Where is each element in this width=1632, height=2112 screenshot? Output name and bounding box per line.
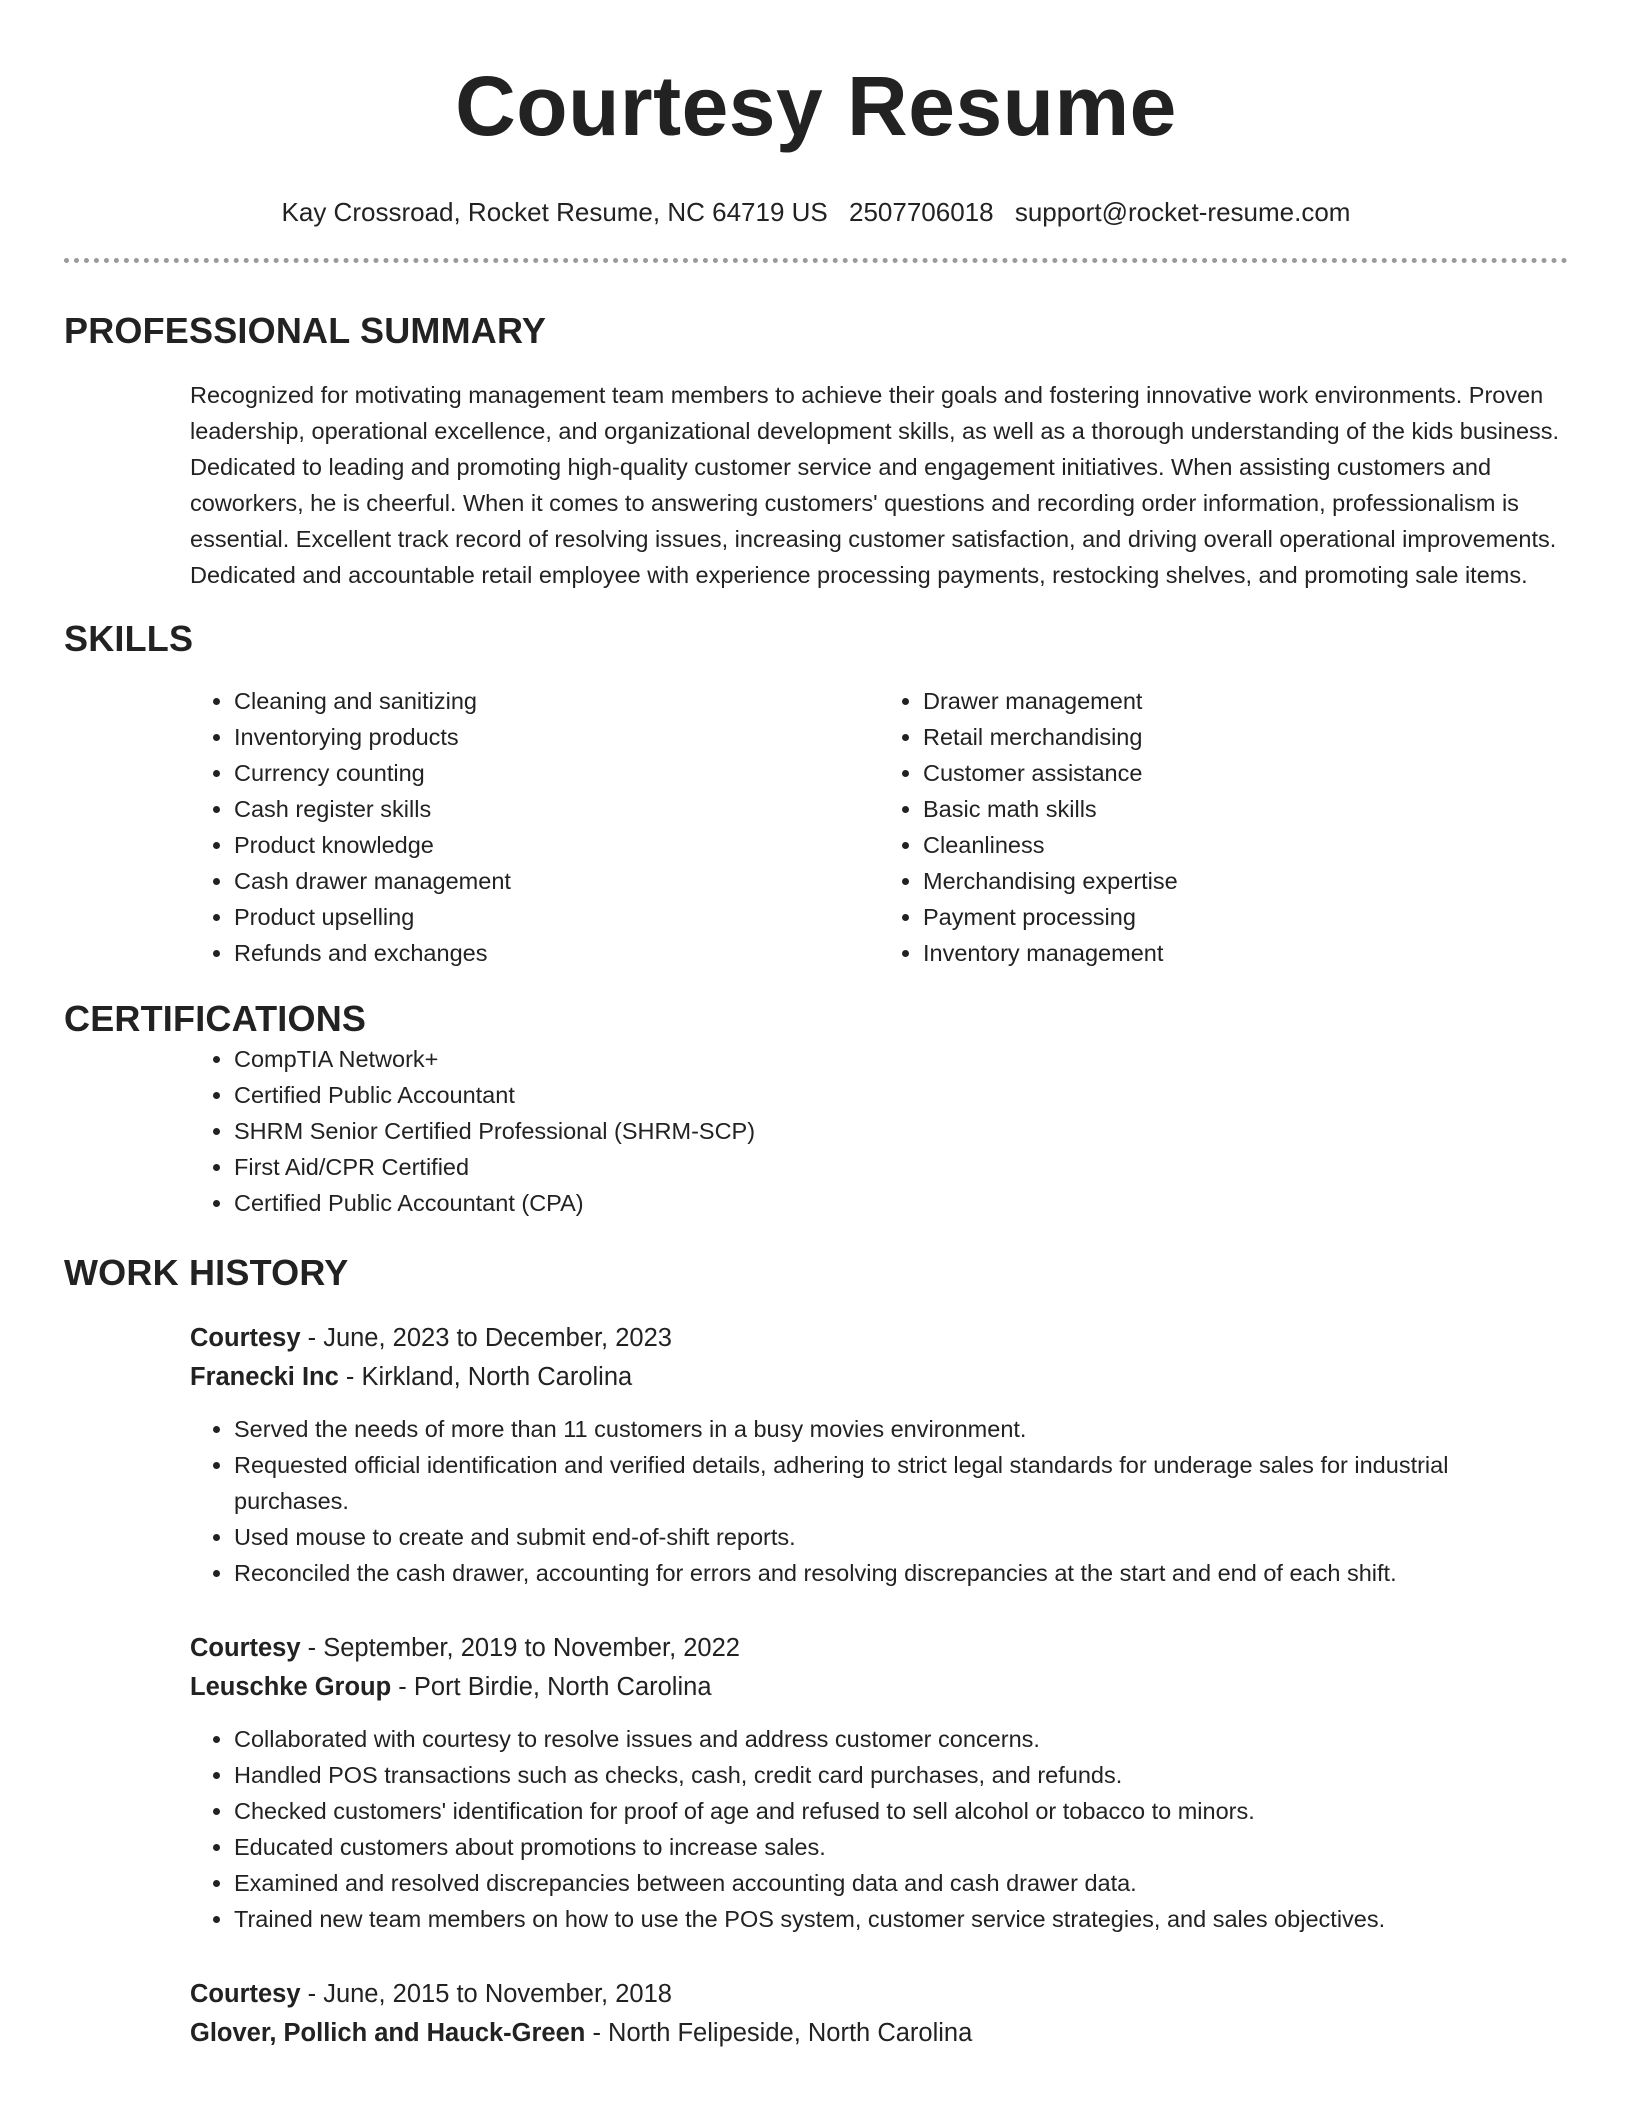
header-divider (64, 258, 1568, 263)
job-title-line (190, 1319, 1568, 1358)
job-company-line (190, 2014, 1568, 2053)
job-entry (190, 1629, 1568, 1937)
contact-email: support@rocket-resume.com (1014, 197, 1351, 227)
section-title-work-history: WORK HISTORY (64, 1252, 349, 1293)
job-dates: - September, 2019 to November, 2022 (300, 1634, 740, 1662)
job-location: - North Felipeside, North Carolina (585, 2019, 973, 2047)
skill-item: • Currency counting (234, 755, 879, 791)
work-history-list (64, 1319, 1568, 2053)
job-bullet: • Reconciled the cash drawer, accounting for errors and resolving discrepancies at the start and end of each shift. (234, 1555, 1568, 1591)
certification-item: • Certified Public Accountant (234, 1077, 1568, 1113)
contact-address: Kay Crossroad, Rocket Resume, NC 64719 US (281, 197, 828, 227)
contact-phone: 2507706018 (849, 197, 994, 227)
skill-item: • Drawer management (923, 683, 1568, 719)
skill-item: • Merchandising expertise (923, 863, 1568, 899)
job-bullets (190, 1411, 1568, 1591)
job-dates: - June, 2023 to December, 2023 (300, 1324, 672, 1352)
certification-item: • CompTIA Network+ (234, 1041, 1568, 1077)
skill-item: • Basic math skills (923, 791, 1568, 827)
job-company: Leuschke Group (190, 1673, 392, 1701)
job-bullet: • Collaborated with courtesy to resolve issues and address customer concerns. (234, 1721, 1568, 1757)
job-bullet: • Served the needs of more than 11 customers in a busy movies environment. (234, 1411, 1568, 1447)
job-bullets (190, 1721, 1568, 1937)
skill-item: • Inventorying products (234, 719, 879, 755)
certifications-list (190, 1041, 1568, 1221)
skill-item: • Payment processing (923, 899, 1568, 935)
job-entry (190, 1975, 1568, 2053)
skill-item: • Refunds and exchanges (234, 935, 879, 971)
resume-name: Courtesy Resume (455, 59, 1177, 153)
job-company-line (190, 1358, 1568, 1397)
job-title-line (190, 1975, 1568, 2014)
contact-line (64, 196, 1568, 228)
job-bullet: • Educated customers about promotions to increase sales. (234, 1829, 1568, 1865)
skills-list-right (879, 683, 1568, 971)
skill-item: • Inventory management (923, 935, 1568, 971)
job-dates: - June, 2015 to November, 2018 (300, 1980, 672, 2008)
job-bullet: • Examined and resolved discrepancies between accounting data and cash drawer data. (234, 1865, 1568, 1901)
section-title-certifications: CERTIFICATIONS (64, 998, 367, 1039)
skill-item: • Customer assistance (923, 755, 1568, 791)
job-bullet: • Checked customers' identification for proof of age and refused to sell alcohol or tobacco to minors. (234, 1793, 1568, 1829)
certification-item: • First Aid/CPR Certified (234, 1149, 1568, 1185)
skill-item: • Product knowledge (234, 827, 879, 863)
job-location: - Port Birdie, North Carolina (391, 1673, 712, 1701)
skill-item: • Cash drawer management (234, 863, 879, 899)
job-location: - Kirkland, North Carolina (338, 1363, 633, 1391)
job-entry (190, 1319, 1568, 1591)
job-company: Franecki Inc (190, 1363, 339, 1391)
skill-item: • Cleaning and sanitizing (234, 683, 879, 719)
skills-list-left (190, 683, 879, 971)
job-bullet: • Used mouse to create and submit end-of-shift reports. (234, 1519, 1568, 1555)
job-role: Courtesy (190, 1324, 301, 1352)
job-bullet: • Trained new team members on how to use the POS system, customer service strategies, and sales objectives. (234, 1901, 1568, 1937)
skills-grid (190, 683, 1568, 971)
job-company-line (190, 1668, 1568, 1707)
summary-text: Recognized for motivating management team members to achieve their goals and fostering innovative work environments. Proven leadership, operational excellence, and organizational development skills, as well as a thorough understanding of the kids business. Dedicated to leading and promoting high-quality customer service and engagement initiatives. When assisting customers and coworkers, he is cheerful. When it comes to answering customers' questions and recording order information, professionalism is essential. Excellent track record of resolving issues, increasing customer satisfaction, and driving overall operational improvements. Dedicated and accountable retail employee with experience processing payments, restocking shelves, and promoting sale items. (190, 382, 1560, 588)
job-role: Courtesy (190, 1980, 301, 2008)
job-bullet: • Handled POS transactions such as checks, cash, credit card purchases, and refunds. (234, 1757, 1568, 1793)
skill-item: • Product upselling (234, 899, 879, 935)
certification-item: • Certified Public Accountant (CPA) (234, 1185, 1568, 1221)
job-bullet: • Requested official identification and verified details, adhering to strict legal standards for underage sales for industrial purchases. (234, 1447, 1568, 1519)
job-title-line (190, 1629, 1568, 1668)
section-title-skills: SKILLS (64, 618, 194, 659)
skill-item: • Cleanliness (923, 827, 1568, 863)
skill-item: • Cash register skills (234, 791, 879, 827)
certification-item: • SHRM Senior Certified Professional (SHRM-SCP) (234, 1113, 1568, 1149)
job-role: Courtesy (190, 1634, 301, 1662)
job-company: Glover, Pollich and Hauck-Green (190, 2019, 586, 2047)
skill-item: • Retail merchandising (923, 719, 1568, 755)
section-title-summary: PROFESSIONAL SUMMARY (64, 310, 547, 351)
